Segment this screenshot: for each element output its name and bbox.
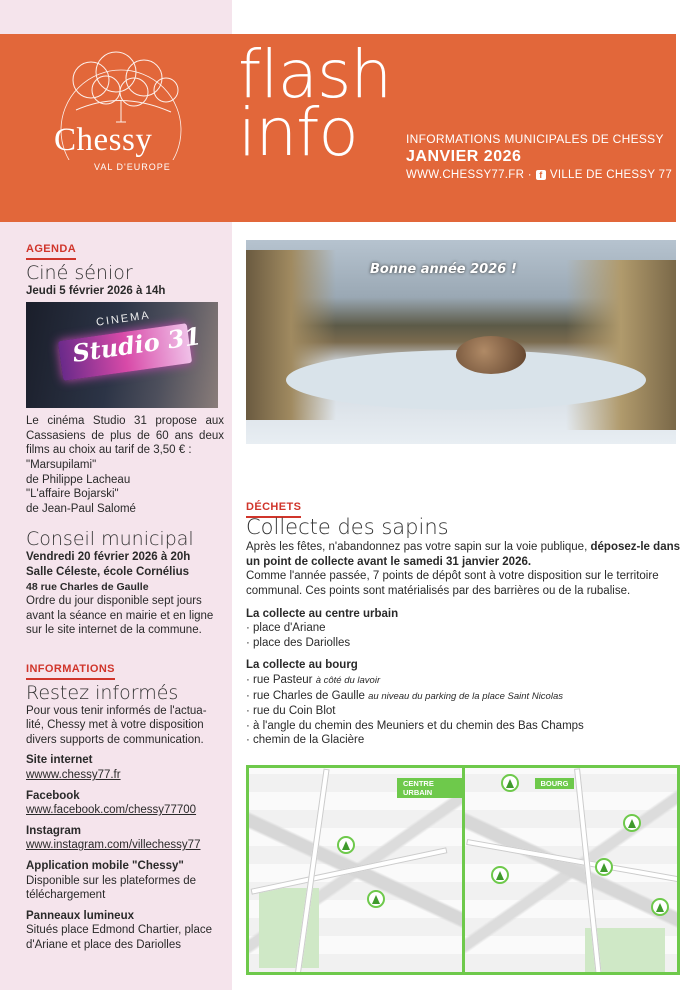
facebook-page-link[interactable]: www.facebook.com/chessy77700 [26, 804, 197, 817]
agenda-section [26, 242, 224, 638]
informations-tag: INFORMATIONS [26, 662, 115, 680]
cinema-photo [26, 302, 218, 408]
informations-intro: Pour vous tenir informés de l'actua-lité, Chessy met à votre disposition divers supports de communication. [26, 704, 207, 746]
tree-pin-icon[interactable] [623, 814, 641, 832]
conseil-address: 48 rue Charles de Gaulle [26, 580, 149, 593]
tree-pin-icon[interactable] [491, 866, 509, 884]
issue-date: JANVIER 2026 [406, 148, 522, 165]
dechets-tag: DÉCHETS [246, 500, 301, 518]
header-banner [0, 34, 676, 222]
dechets-details: Comme l'année passée, 7 points de dépôt sont à votre disposition sur le territoire communal. Ces points sont matérialisés par des barrières ou de la rubalise. [246, 570, 659, 597]
winter-lake-photo [246, 240, 676, 444]
chessy-logo [46, 50, 196, 190]
reeds-right [566, 260, 676, 430]
title-line-info: info [238, 94, 358, 171]
app-label: Application mobile "Chessy" [26, 859, 184, 872]
tree-pin-icon[interactable] [501, 774, 519, 792]
cine-date: Jeudi 5 février 2026 à 14h [26, 284, 166, 297]
bourg-item: · chemin de la Glacière [246, 734, 365, 747]
logo-wordmark: Chessy [54, 122, 153, 158]
conseil-title: Conseil municipal [26, 528, 194, 551]
informations-section [26, 662, 224, 953]
panels-description: Situés place Edmond Chartier, place d'Ariane et place des Dariolles [26, 924, 213, 951]
centre-title: La collecte au centre urbain [246, 607, 399, 620]
tree-pin-icon[interactable] [367, 890, 385, 908]
title-line-flash: flash [238, 36, 392, 113]
map-label-centre: CENTRE URBAIN [397, 778, 462, 798]
site-label: Site internet [26, 754, 93, 767]
conseil-place: Salle Céleste, école Cornélius [26, 565, 189, 578]
contact-line [406, 169, 672, 181]
site-link[interactable]: wwww.chessy77.fr [26, 768, 121, 781]
app-description: Disponible sur les plateformes de téléchargement [26, 874, 197, 902]
collection-maps [246, 765, 680, 975]
dechets-section [246, 500, 680, 748]
facebook-label: Facebook [26, 789, 80, 802]
tree-pin-icon[interactable] [595, 858, 613, 876]
neon-sign-text: Studio 31 [70, 321, 203, 369]
new-year-greeting: Bonne année 2026 ! [370, 262, 517, 277]
bourg-title: La collecte au bourg [246, 659, 358, 672]
film-2-director: de Jean-Paul Salomé [26, 502, 136, 515]
tree-pin-icon[interactable] [337, 836, 355, 854]
bourg-item: · rue Charles de Gaulle au niveau du parking de la place Saint Nicolas [246, 689, 563, 702]
panels-label: Panneaux lumineux [26, 909, 135, 922]
flash-info-title [238, 36, 392, 171]
logo-subtitle: VAL D'EUROPE [94, 162, 171, 172]
map-label-bourg: BOURG [535, 778, 575, 789]
dechets-title: Collecte des sapins [246, 514, 449, 539]
bourg-item: · rue Pasteur à côté du lavoir [246, 673, 381, 686]
bourg-item: · rue du Coin Blot [246, 705, 336, 718]
cine-description: Le cinéma Studio 31 propose aux Cassasiens de plus de 60 ans deux films au choix au tarif de 3,50 € : [26, 415, 224, 457]
centre-item: · place d'Ariane [246, 622, 326, 635]
facebook-icon: f [536, 170, 546, 180]
dechets-intro: Après les fêtes, n'abandonnez pas votre sapin sur la voie publique, déposez-le dans un point de collecte avant le samedi 31 janvier 2026. [246, 541, 681, 568]
instagram-label: Instagram [26, 824, 81, 837]
film-1-title: "Marsupilami" [26, 458, 97, 471]
map-centre-urbain[interactable] [249, 768, 462, 972]
conseil-date: Vendredi 20 février 2026 à 20h [26, 551, 191, 564]
info-line: INFORMATIONS MUNICIPALES DE CHESSY [406, 132, 664, 146]
cinema-word: CINEMA [95, 309, 152, 329]
banner-info [406, 132, 672, 181]
conseil-description: Ordre du jour disponible sept jours avant la séance en mairie et en ligne sur le site internet de la commune. [26, 595, 214, 637]
cine-title: Ciné sénior [26, 261, 133, 284]
website-link[interactable]: WWW.CHESSY77.FR · [406, 169, 532, 181]
rock-sculpture [456, 336, 526, 374]
bourg-item: · à l'angle du chemin des Meuniers et du chemin des Bas Champs [246, 719, 584, 732]
instagram-link[interactable]: www.instagram.com/villechessy77 [26, 839, 201, 852]
film-2-title: "L'affaire Bojarski" [26, 488, 119, 501]
centre-item: · place des Dariolles [246, 636, 351, 649]
map-bourg[interactable] [462, 768, 678, 972]
facebook-link[interactable]: VILLE DE CHESSY 77 [549, 169, 673, 181]
film-1-director: de Philippe Lacheau [26, 473, 131, 486]
tree-pin-icon[interactable] [651, 898, 669, 916]
informations-title: Restez informés [26, 681, 179, 704]
agenda-tag: AGENDA [26, 242, 76, 260]
road [251, 847, 448, 894]
